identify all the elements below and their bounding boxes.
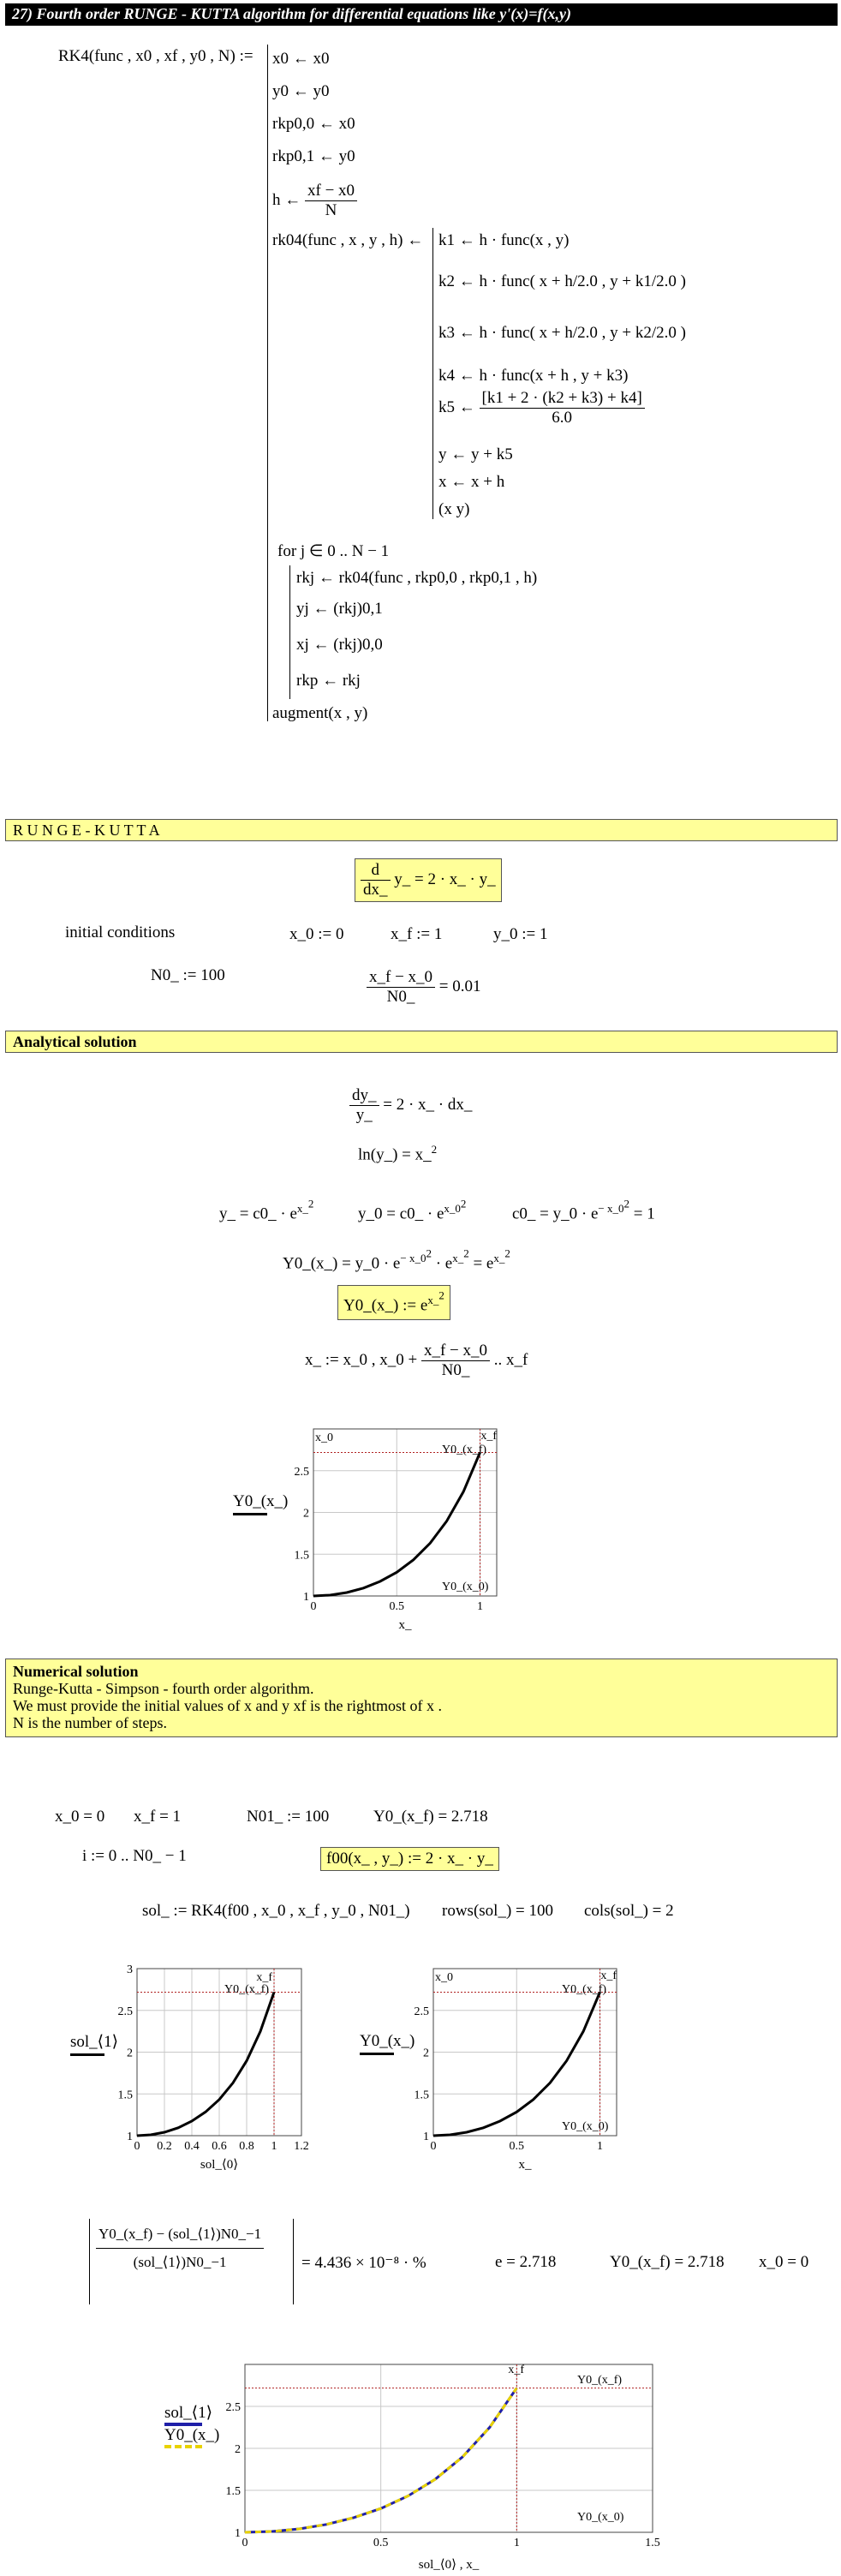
num-x0: x_0 = 0 [55,1808,105,1826]
analytic-banner: Analytical solution [5,1031,838,1053]
y-tick-label: 1.5 [225,2485,241,2498]
annotation: Y0_(x_f) [562,1983,607,1996]
error-value: = 4.436 × 10⁻⁸ · % [301,2254,426,2272]
annotation: Y0_(x_0) [577,2511,624,2524]
x-tick-label: 0 [430,2140,437,2153]
annotation: Y0_(x_f) [577,2374,623,2387]
x-tick-label: 0.5 [389,1600,405,1613]
x-axis-label: x_ [518,2158,532,2172]
legend-item-y0: Y0_(x_) [164,2426,220,2444]
x0-value: x_0 = 0 [759,2253,809,2271]
rk-loop-line: xj ← (rkj)0,0 [296,636,383,654]
analytic-eq3a: y_ = c0_ · $e^{x\_^2}$ [219,1198,314,1223]
rk-loop-line: rkp ← rkj [296,672,361,690]
x-tick-label: 0 [242,2537,248,2549]
x-tick-label: 0.5 [509,2140,525,2153]
x-tick-label: 0.2 [157,2140,172,2153]
rk4-line: rkp0,0 ← x0 [272,115,355,133]
num-n01[interactable]: N01_ := 100 [247,1808,330,1826]
chart1-ylabel: Y0_(x_) [233,1492,288,1515]
rk-k5: k5 ← $\frac{[k1 + 2 \cdot (k2 + k3) + k4]}{6.0}$ [438,389,645,427]
annotation: Y0_(x_0) [442,1581,489,1593]
y-tick-label: 3 [127,1963,133,1976]
rk-loop-line: yj ← (rkj)0,1 [296,600,383,618]
y-tick-label: 2 [127,2047,133,2060]
y-tick-label: 1.5 [294,1549,309,1563]
y-tick-label: 2.5 [294,1465,309,1479]
cols-sol: cols(sol_) = 2 [584,1902,674,1920]
annotation: x_f [256,1971,272,1984]
rk-k4: k4 ← h · func(x + h , y + k3) [438,367,629,385]
i-range[interactable]: i := 0 .. N0_ − 1 [82,1847,187,1865]
x-tick-label: 1 [513,2537,520,2549]
rk04-signature: rk04(func , x , y , h) ← [272,231,424,249]
x-tick-label: 0.4 [184,2140,200,2153]
chart-analytic[interactable] [294,1422,522,1632]
x-tick-label: 0.8 [239,2140,254,2153]
annotation: x_0 [435,1971,453,1984]
rk-k1: k1 ← h · func(x , y) [438,231,570,249]
annotation: x_f [480,1430,497,1443]
rk-y-update: y ← y + k5 [438,445,513,463]
series-line [137,1993,274,2137]
num-xf: x_f = 1 [134,1808,182,1826]
x-tick-label: 0.5 [373,2537,389,2549]
y-tick-label: 1 [303,1591,309,1604]
ic-xf[interactable]: x_f := 1 [391,925,443,943]
x-tick-label: 1 [271,2140,277,2153]
y-tick-label: 1.5 [117,2089,133,2102]
annotation: x_0 [315,1431,333,1444]
chart2-ylabel: sol_⟨1⟩ [70,2032,118,2056]
chart-numerical[interactable] [117,1962,325,2172]
analytic-eq2: ln(y_) = x_$^2$ [358,1143,438,1164]
rk-banner: R U N G E - K U T T A [5,819,838,841]
x-axis-label: sol_⟨0⟩ , x_ [418,2558,480,2572]
yxf-value: Y0_(x_f) = 2.718 [610,2253,725,2271]
rk-loop-line: rkj ← rk04(func , rkp0,0 , rkp0,1 , h) [296,569,538,587]
rk4-signature[interactable]: RK4(func , x0 , xf , y0 , N) := [58,47,253,65]
x-tick-label: 0 [134,2140,140,2153]
y-tick-label: 1 [235,2527,241,2540]
rk-k2: k2 ← h · func( x + h/2.0 , y + k1/2.0 ) [438,272,686,290]
chart4-legend [164,2404,219,2448]
chart-analytic-2[interactable] [414,1962,642,2172]
analytic-eq3b: y_0 = c0_ · $e^{x\_0^2}$ [358,1198,467,1223]
error-expression: $\frac{\text{Y0\_(x\_f) − (sol\_⟨1⟩)N0\_−1}}{\text{(sol\_⟨1⟩)N0\_−1}}$ [96,2226,264,2271]
annotation: Y0_(x_f) [442,1443,487,1456]
x-tick-label: 0.6 [212,2140,227,2153]
y-tick-label: 1 [423,2131,429,2143]
rk4-h: h ← $\frac{xf - x0}{N}$ [272,182,357,220]
y-tick-label: 2 [423,2047,429,2060]
num-yxf: Y0_(x_f) = 2.718 [373,1808,488,1826]
rk-augment: augment(x , y) [272,704,368,722]
x-axis-label: sol_⟨0⟩ [200,2158,239,2172]
x-tick-label: 1 [597,2140,604,2153]
y-tick-label: 2.5 [117,2005,133,2018]
y-tick-label: 2.5 [414,2005,429,2018]
title-banner: 27) Fourth order RUNGE - KUTTA algorithm for differential equations like y'(x)=f(x,y) [5,3,838,26]
x-tick-label: 1.2 [294,2140,309,2153]
annotation: x_f [600,1969,617,1982]
step-size: $\frac{x\_f - x\_0}{N0\_}$ = 0.01 [367,968,481,1007]
analytic-eq3c: c0_ = y_0 · $e^{- x\_0^2} = 1$ [512,1198,655,1223]
rk-x-update: x ← x + h [438,473,505,491]
annotation: Y0_(x_f) [224,1983,270,1996]
rk4-line: rkp0,1 ← y0 [272,147,355,165]
y-tick-label: 2 [303,1507,309,1521]
analytic-eq1: $\frac{dy\_}{y\_}$ = 2 · x_ · dx_ [349,1086,472,1125]
x-tick-label: 1 [477,1600,484,1613]
y-tick-label: 2 [235,2443,241,2456]
rk4-line: y0 ← y0 [272,82,330,100]
e-value: e = 2.718 [495,2253,557,2271]
annotation: x_f [508,2364,524,2376]
chart-comparison[interactable] [224,2358,670,2572]
ode-definition[interactable]: $\frac{d}{dx\_}$ y_ = 2 · x_ · y_ [355,858,502,902]
f00-definition[interactable]: f00(x_ , y_) := 2 · x_ · y_ [320,1847,499,1871]
legend-item-sol: sol_⟨1⟩ [164,2404,212,2422]
analytic-eq4: Y0_(x_) = y_0 · $e^{- x\_0^2} \cdot e^{x\_^2} = e^{x\_^2}$ [283,1247,510,1273]
x-range-def[interactable]: x_ := x_0 , x_0 + $\frac{x\_f - x\_0}{N0\_}$ .. x_f [305,1342,528,1379]
ic-x0[interactable]: x_0 := 0 [289,925,344,943]
y-tick-label: 1 [127,2131,133,2143]
analytic-solution-def[interactable]: Y0_(x_) := $e^{x\_^2}$ [337,1285,450,1320]
rk-k3: k3 ← h · func( x + h/2.0 , y + k2/2.0 ) [438,324,686,342]
rows-sol: rows(sol_) = 100 [442,1902,553,1920]
rk-return: (x y) [438,500,470,518]
x-tick-label: 0 [310,1600,317,1613]
chart3-ylabel: Y0_(x_) [360,2032,415,2055]
n0-definition[interactable]: N0_ := 100 [151,966,225,984]
x-tick-label: 1.5 [645,2537,660,2549]
numerical-note: Numerical solution Runge-Kutta - Simpson - fourth order algorithm. We must provide the initial values of x and y xf is the rightmost of x . N is the number of steps. [5,1659,838,1737]
y-tick-label: 1.5 [414,2089,429,2102]
annotation: Y0_(x_0) [562,2120,609,2133]
sol-definition[interactable]: sol_ := RK4(f00 , x_0 , x_f , y_0 , N01_) [142,1902,410,1920]
ic-y0[interactable]: y_0 := 1 [493,925,548,943]
x-axis-label: x_ [398,1618,412,1632]
rk-for-loop: for j ∈ 0 .. N − 1 [277,542,390,560]
rk4-line: x0 ← x0 [272,50,330,68]
y-tick-label: 2.5 [225,2401,241,2414]
ic-label: initial conditions [65,923,176,941]
